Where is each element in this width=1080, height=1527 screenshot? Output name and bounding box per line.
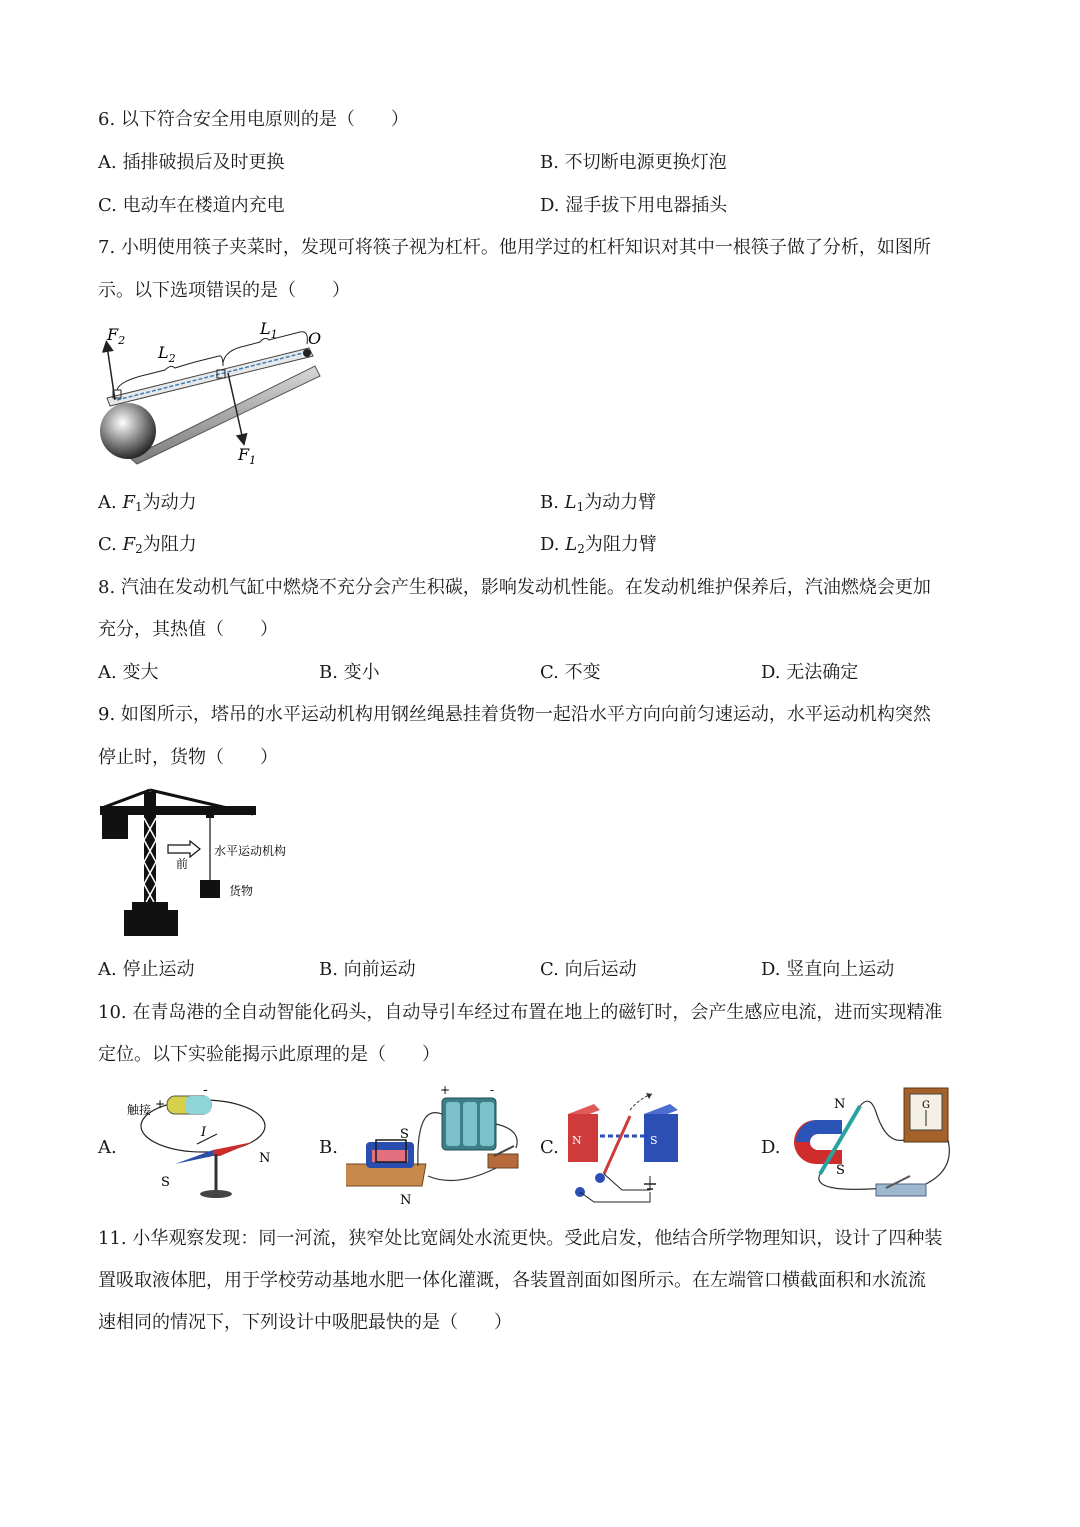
q9-option-d[interactable]: D. 竖直向上运动 [761, 959, 895, 980]
tower-crane-figure [98, 788, 308, 940]
mechanism-label: 水平运动机构 [214, 844, 287, 858]
crane-base-upper [132, 902, 168, 910]
s-label: S [650, 1134, 658, 1147]
q10-option-d[interactable]: D. [761, 1137, 781, 1158]
cargo-box [200, 880, 220, 898]
q7-option-a[interactable]: A. $F_1$为动力 [98, 492, 197, 514]
conductor-in-field-figure [560, 1090, 690, 1204]
horseshoe-magnet-pole [796, 1120, 842, 1142]
contact-label: 触接 [127, 1103, 152, 1117]
s-label: S [836, 1163, 845, 1178]
battery-cap [185, 1096, 211, 1114]
n-label: N [400, 1193, 412, 1208]
wheel [595, 1173, 605, 1183]
crane-tower [144, 792, 156, 916]
conductor-rod [604, 1116, 630, 1174]
lower-chopstick [130, 366, 320, 464]
q9-option-c[interactable]: C. 向后运动 [540, 959, 637, 980]
crane-base [124, 910, 178, 936]
q10-option-c[interactable]: C. [540, 1137, 559, 1158]
f2-label: $F_2$ [107, 325, 126, 347]
s-label: S [161, 1175, 170, 1190]
crane-jib-cable [102, 790, 150, 808]
forward-arrow-icon [168, 841, 200, 857]
q8-option-d[interactable]: D. 无法确定 [761, 662, 859, 683]
battery-cell [463, 1102, 477, 1146]
o-label: O [308, 329, 322, 348]
n-label: N [834, 1097, 846, 1112]
q7-stem-line1: 7. 小明使用筷子夹菜时，发现可将筷子视为杠杆。他用学过的杠杆知识对其中一根筷子做了分析，如图所 [98, 237, 931, 258]
compass-base [200, 1190, 232, 1198]
magnet-pole [372, 1150, 408, 1162]
q6-stem: 6. 以下符合安全用电原则的是（ ） [98, 109, 409, 130]
q11-stem-line1: 11. 小华观察发现：同一河流，狭窄处比宽阔处水流更快。受此启发，他结合所学物理知识，设计了四种装 [98, 1228, 943, 1249]
q10-option-a[interactable]: A. [98, 1137, 117, 1158]
battery-cell [446, 1102, 460, 1146]
q9-option-a[interactable]: A. 停止运动 [98, 959, 195, 980]
switch-base [876, 1184, 926, 1196]
compass-needle-n [213, 1142, 253, 1156]
q11-stem-line2: 置吸取液体肥，用于学校劳动基地水肥一体化灌溉，各装置剖面如图所示。在左端管口横截面积和水流流 [98, 1270, 926, 1291]
fulcrum-dot [303, 349, 311, 357]
n-label: N [572, 1134, 582, 1147]
q6-option-c[interactable]: C. 电动车在楼道内充电 [98, 195, 285, 216]
q10-option-b[interactable]: B. [319, 1137, 338, 1158]
q9-stem-line1: 9. 如图所示，塔吊的水平运动机构用钢丝绳悬挂着货物一起沿水平方向向前匀速运动，水平运动机构突然 [98, 704, 931, 725]
minus-sign: - [490, 1084, 495, 1097]
g-label: G [922, 1100, 930, 1111]
q7-option-b[interactable]: B. $L_1$为动力臂 [540, 492, 657, 514]
l1-label: $L_1$ [260, 319, 278, 341]
counterweight [102, 815, 128, 839]
cargo-label: 货物 [229, 884, 254, 898]
q7-stem-line2: 示。以下选项错误的是（ ） [98, 280, 350, 301]
q8-option-b[interactable]: B. 变小 [319, 662, 380, 683]
switch [488, 1154, 518, 1168]
minus-sign: - [203, 1086, 208, 1098]
q10-stem-line2: 定位。以下实验能揭示此原理的是（ ） [98, 1044, 440, 1065]
current-arrow [197, 1134, 217, 1144]
oersted-experiment-figure [125, 1086, 275, 1204]
s-label: S [400, 1127, 409, 1142]
induction-experiment-figure [786, 1084, 956, 1204]
front-label: 前 [176, 857, 189, 871]
f1-label: $F_1$ [238, 445, 257, 467]
trolley [206, 812, 214, 818]
wire [428, 1168, 496, 1181]
q6-option-b[interactable]: B. 不切断电源更换灯泡 [540, 152, 727, 173]
q6-option-a[interactable]: A. 插排破损后及时更换 [98, 152, 285, 173]
motor-experiment-figure [346, 1084, 531, 1208]
chopsticks-lever-figure [95, 318, 335, 478]
plus-sign: + [155, 1097, 166, 1111]
food-ball [100, 403, 156, 459]
q8-stem-line1: 8. 汽油在发动机气缸中燃烧不充分会产生积碳，影响发动机性能。在发动机维护保养后，汽油燃烧会更加 [98, 577, 931, 598]
crane-jib [100, 806, 256, 815]
current-label: I [201, 1125, 207, 1140]
wire [819, 1101, 904, 1189]
q7-option-d[interactable]: D. $L_2$为阻力臂 [540, 534, 657, 556]
wire [580, 1174, 650, 1202]
battery-cell [480, 1102, 494, 1146]
l2-label: $L_2$ [158, 343, 176, 365]
q11-stem-line3: 速相同的情况下，下列设计中吸肥最快的是（ ） [98, 1312, 512, 1333]
n-label: N [259, 1151, 271, 1166]
plus-sign: + [440, 1084, 451, 1097]
q8-option-a[interactable]: A. 变大 [98, 662, 159, 683]
q7-option-c[interactable]: C. $F_2$为阻力 [98, 534, 197, 556]
q8-option-c[interactable]: C. 不变 [540, 662, 601, 683]
q9-stem-line2: 停止时，货物（ ） [98, 747, 278, 768]
f2-arrow [107, 346, 115, 400]
wire [916, 1140, 949, 1188]
q10-stem-line1: 10. 在青岛港的全自动智能化码头，自动导引车经过布置在地上的磁钉时，会产生感应电流，进而实现精准 [98, 1002, 943, 1023]
q6-option-d[interactable]: D. 湿手拔下用电器插头 [540, 195, 728, 216]
q9-option-b[interactable]: B. 向前运动 [319, 959, 416, 980]
q8-stem-line2: 充分，其热值（ ） [98, 619, 278, 640]
